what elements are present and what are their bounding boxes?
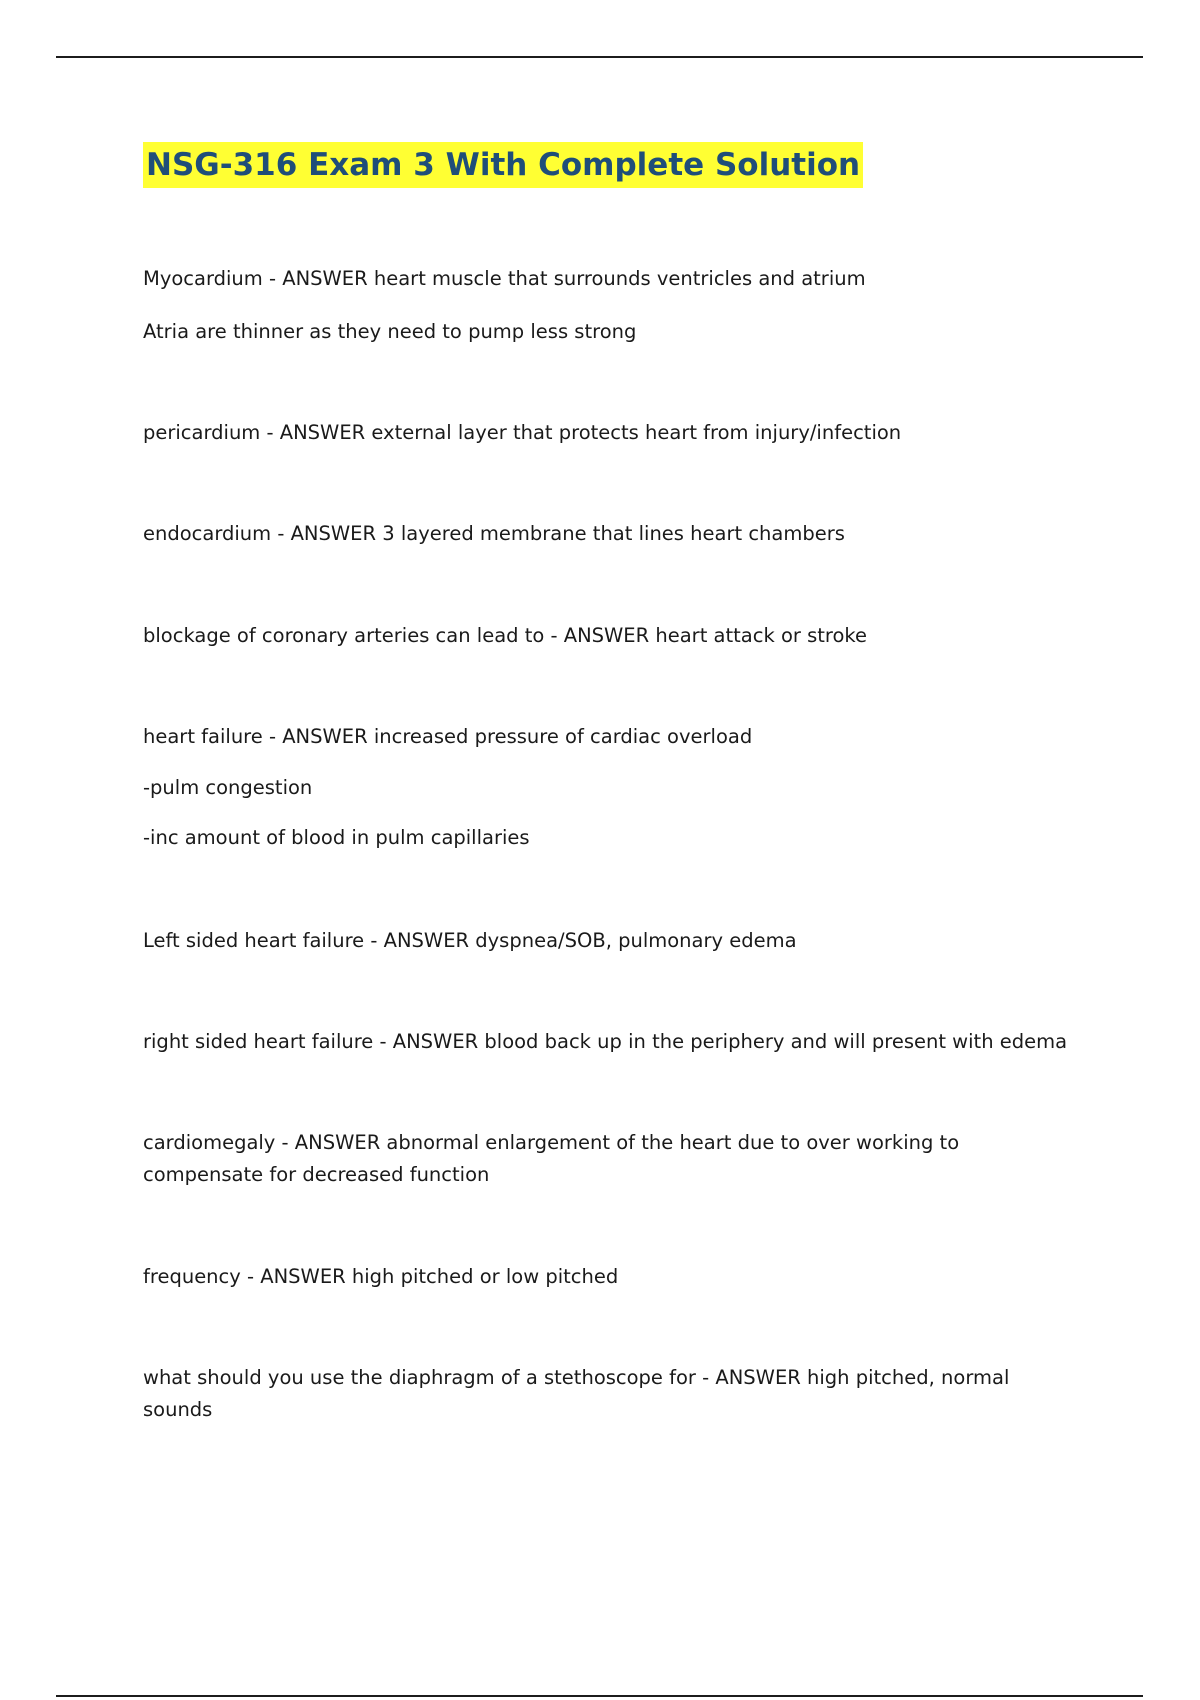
qa-line-endocardium: endocardium - ANSWER 3 layered membrane that lines heart chambers xyxy=(143,522,845,545)
qa-line-frequency: frequency - ANSWER high pitched or low pitched xyxy=(143,1265,619,1288)
top-divider xyxy=(56,56,1143,58)
qa-line-pericardium: pericardium - ANSWER external layer that protects heart from injury/infection xyxy=(143,421,902,444)
qa-line-left-sided-failure: Left sided heart failure - ANSWER dyspnea/SOB, pulmonary edema xyxy=(143,929,797,952)
qa-line-atria-note: Atria are thinner as they need to pump less strong xyxy=(143,320,637,343)
qa-line-pulm-congestion: -pulm congestion xyxy=(143,776,313,799)
qa-line-coronary-blockage: blockage of coronary arteries can lead to - ANSWER heart attack or stroke xyxy=(143,624,868,647)
qa-line-heart-failure: heart failure - ANSWER increased pressure of cardiac overload xyxy=(143,725,753,748)
qa-line-stethoscope-diaphragm: what should you use the diaphragm of a stethoscope for - ANSWER high pitched, normal sounds xyxy=(143,1366,1010,1421)
page-title: NSG-316 Exam 3 With Complete Solution xyxy=(143,142,863,188)
bottom-divider xyxy=(56,1695,1143,1697)
qa-line-myocardium: Myocardium - ANSWER heart muscle that surrounds ventricles and atrium xyxy=(143,267,866,290)
qa-line-pulm-capillaries: -inc amount of blood in pulm capillaries xyxy=(143,826,530,849)
qa-line-cardiomegaly: cardiomegaly - ANSWER abnormal enlargement of the heart due to over working to compensate for decreased function xyxy=(143,1131,960,1186)
qa-line-right-sided-failure: right sided heart failure - ANSWER blood back up in the periphery and will present with edema xyxy=(143,1030,1068,1053)
